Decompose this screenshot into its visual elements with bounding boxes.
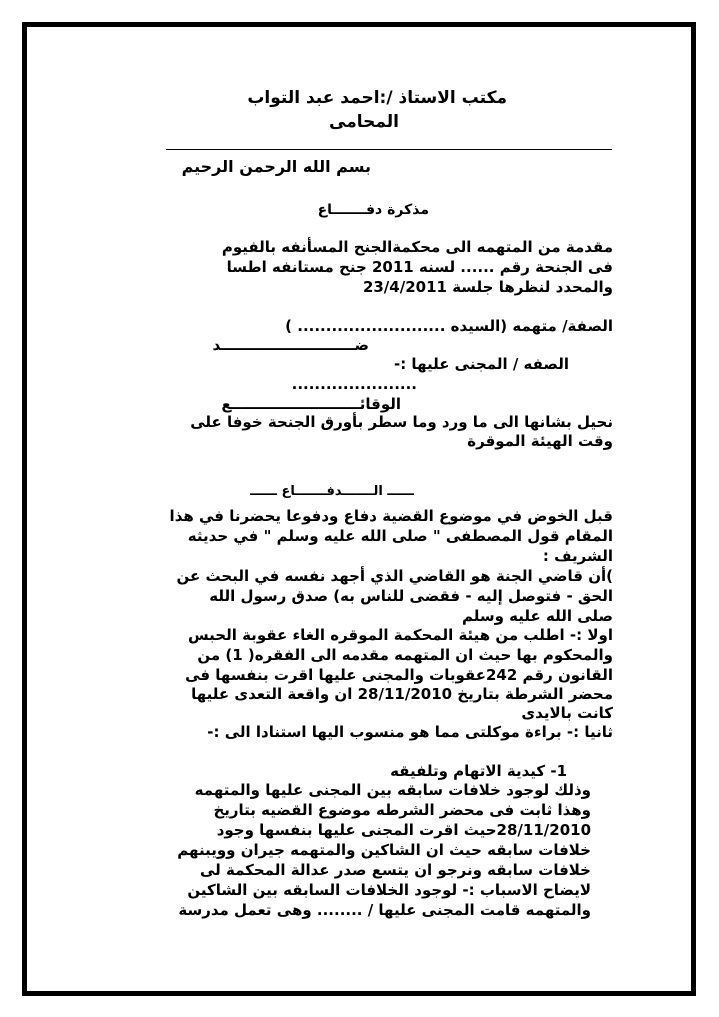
point1-heading: 1- كيدية الاتهام وتلفيقه [390, 762, 567, 780]
body-line-1: قبل الخوض في موضوع القضية دفاع ودفوعا يحضرنا في هذا [169, 507, 613, 525]
point1-line-2: وهذا ثابت فى محضر الشرطه موضوع القضيه بتاريخ [213, 801, 591, 819]
body-line-11: كانت بالايدى [521, 704, 613, 722]
office-name: مكتب الاستاذ /:احمد عبد التواب [247, 88, 507, 108]
facts-text-2: وقت الهيئة الموقرة [467, 432, 613, 450]
victim-label: الصفه / المجنى عليها :- [393, 355, 569, 373]
defense-heading: ــــــ الـــــــدفـــــــاع ــــــ [250, 484, 414, 499]
point1-line-4: خلافات سابقه حيث ان الشاكين والمتهمه جيران وويبنهم [177, 841, 591, 859]
intro-line-2: فى الجنحة رقم ...... لسنه 2011 جنح مستانفه اطسا [226, 258, 613, 276]
body-line-6: صلى الله عليه وسلم [461, 607, 613, 625]
facts-text-1: نحيل بشانها الى ما ورد وما سطر بأورق الجنحة خوفا على [190, 413, 613, 431]
accused-line: الصفة/ متهمه (السيده .......................... ) [285, 317, 613, 335]
lawyer-title: المحامى [329, 112, 399, 132]
body-line-3: الشريف : [542, 547, 613, 565]
body-line-4: )أن قاضي الجنة هو القاضي الذي أجهد نفسه في البحث عن [176, 567, 613, 585]
point1-line-7: والمتهمه قامت المجنى عليها / ........ وهى تعمل مدرسة [178, 901, 591, 919]
body-line-7: اولا :- اطلب من هيئة المحكمة الموقره الغاء عقوبة الحبس [187, 626, 613, 644]
body-line-8: والمحكوم بها حيث ان المتهمه مقدمه الى الفقره( 1) من [197, 646, 613, 664]
body-line-10: محضر الشرطة بتاريخ 28/11/2010 ان واقعة التعدى عليها [191, 685, 613, 703]
intro-line-1: مقدمة من المتهمه الى محكمةالجنح المسأنفه بالفيوم [221, 238, 613, 256]
body-line-5: الحق - فتوصل إليه - فقضى للناس به) صدق رسول الله [209, 587, 613, 605]
against-line: ضــــــــــــــــــــــــــد [212, 336, 369, 354]
intro-line-3: والمحدد لنظرها جلسة 23/4/2011 [362, 278, 613, 296]
basmala: بسم الله الرحمن الرحيم [181, 157, 371, 176]
facts-heading: الوقائـــــــــــــــــــــــــع [221, 395, 401, 413]
point1-line-6: لايضاح الاسباب :- لوجود الخلافات السابقه بين الشاكين [187, 881, 591, 899]
victim-dots: ...................... [291, 375, 417, 393]
point1-line-3: 28/11/2010حيث اقرت المجنى عليها بنفسها وجود [216, 821, 591, 839]
document-title: مذكرة دفـــــــاع [317, 202, 429, 218]
header-divider [166, 149, 612, 150]
point1-line-1: وذلك لوجود خلافات سابقه بين المجنى عليها والمتهمه [194, 781, 591, 799]
point1-line-5: خلافات سابقه ونرجو ان يتسع صدر عدالة المحكمة لى [199, 861, 591, 879]
body-line-2: المقام قول المصطفى " صلى الله عليه وسلم " في حديثه [187, 527, 613, 545]
body-line-12: ثانيا :- براءة موكلتى مما هو منسوب اليها استنادا الى :- [207, 723, 613, 741]
body-line-9: القانون رقم 242عقوبات والمجنى عليها اقرت بنفسها فى [185, 666, 613, 684]
